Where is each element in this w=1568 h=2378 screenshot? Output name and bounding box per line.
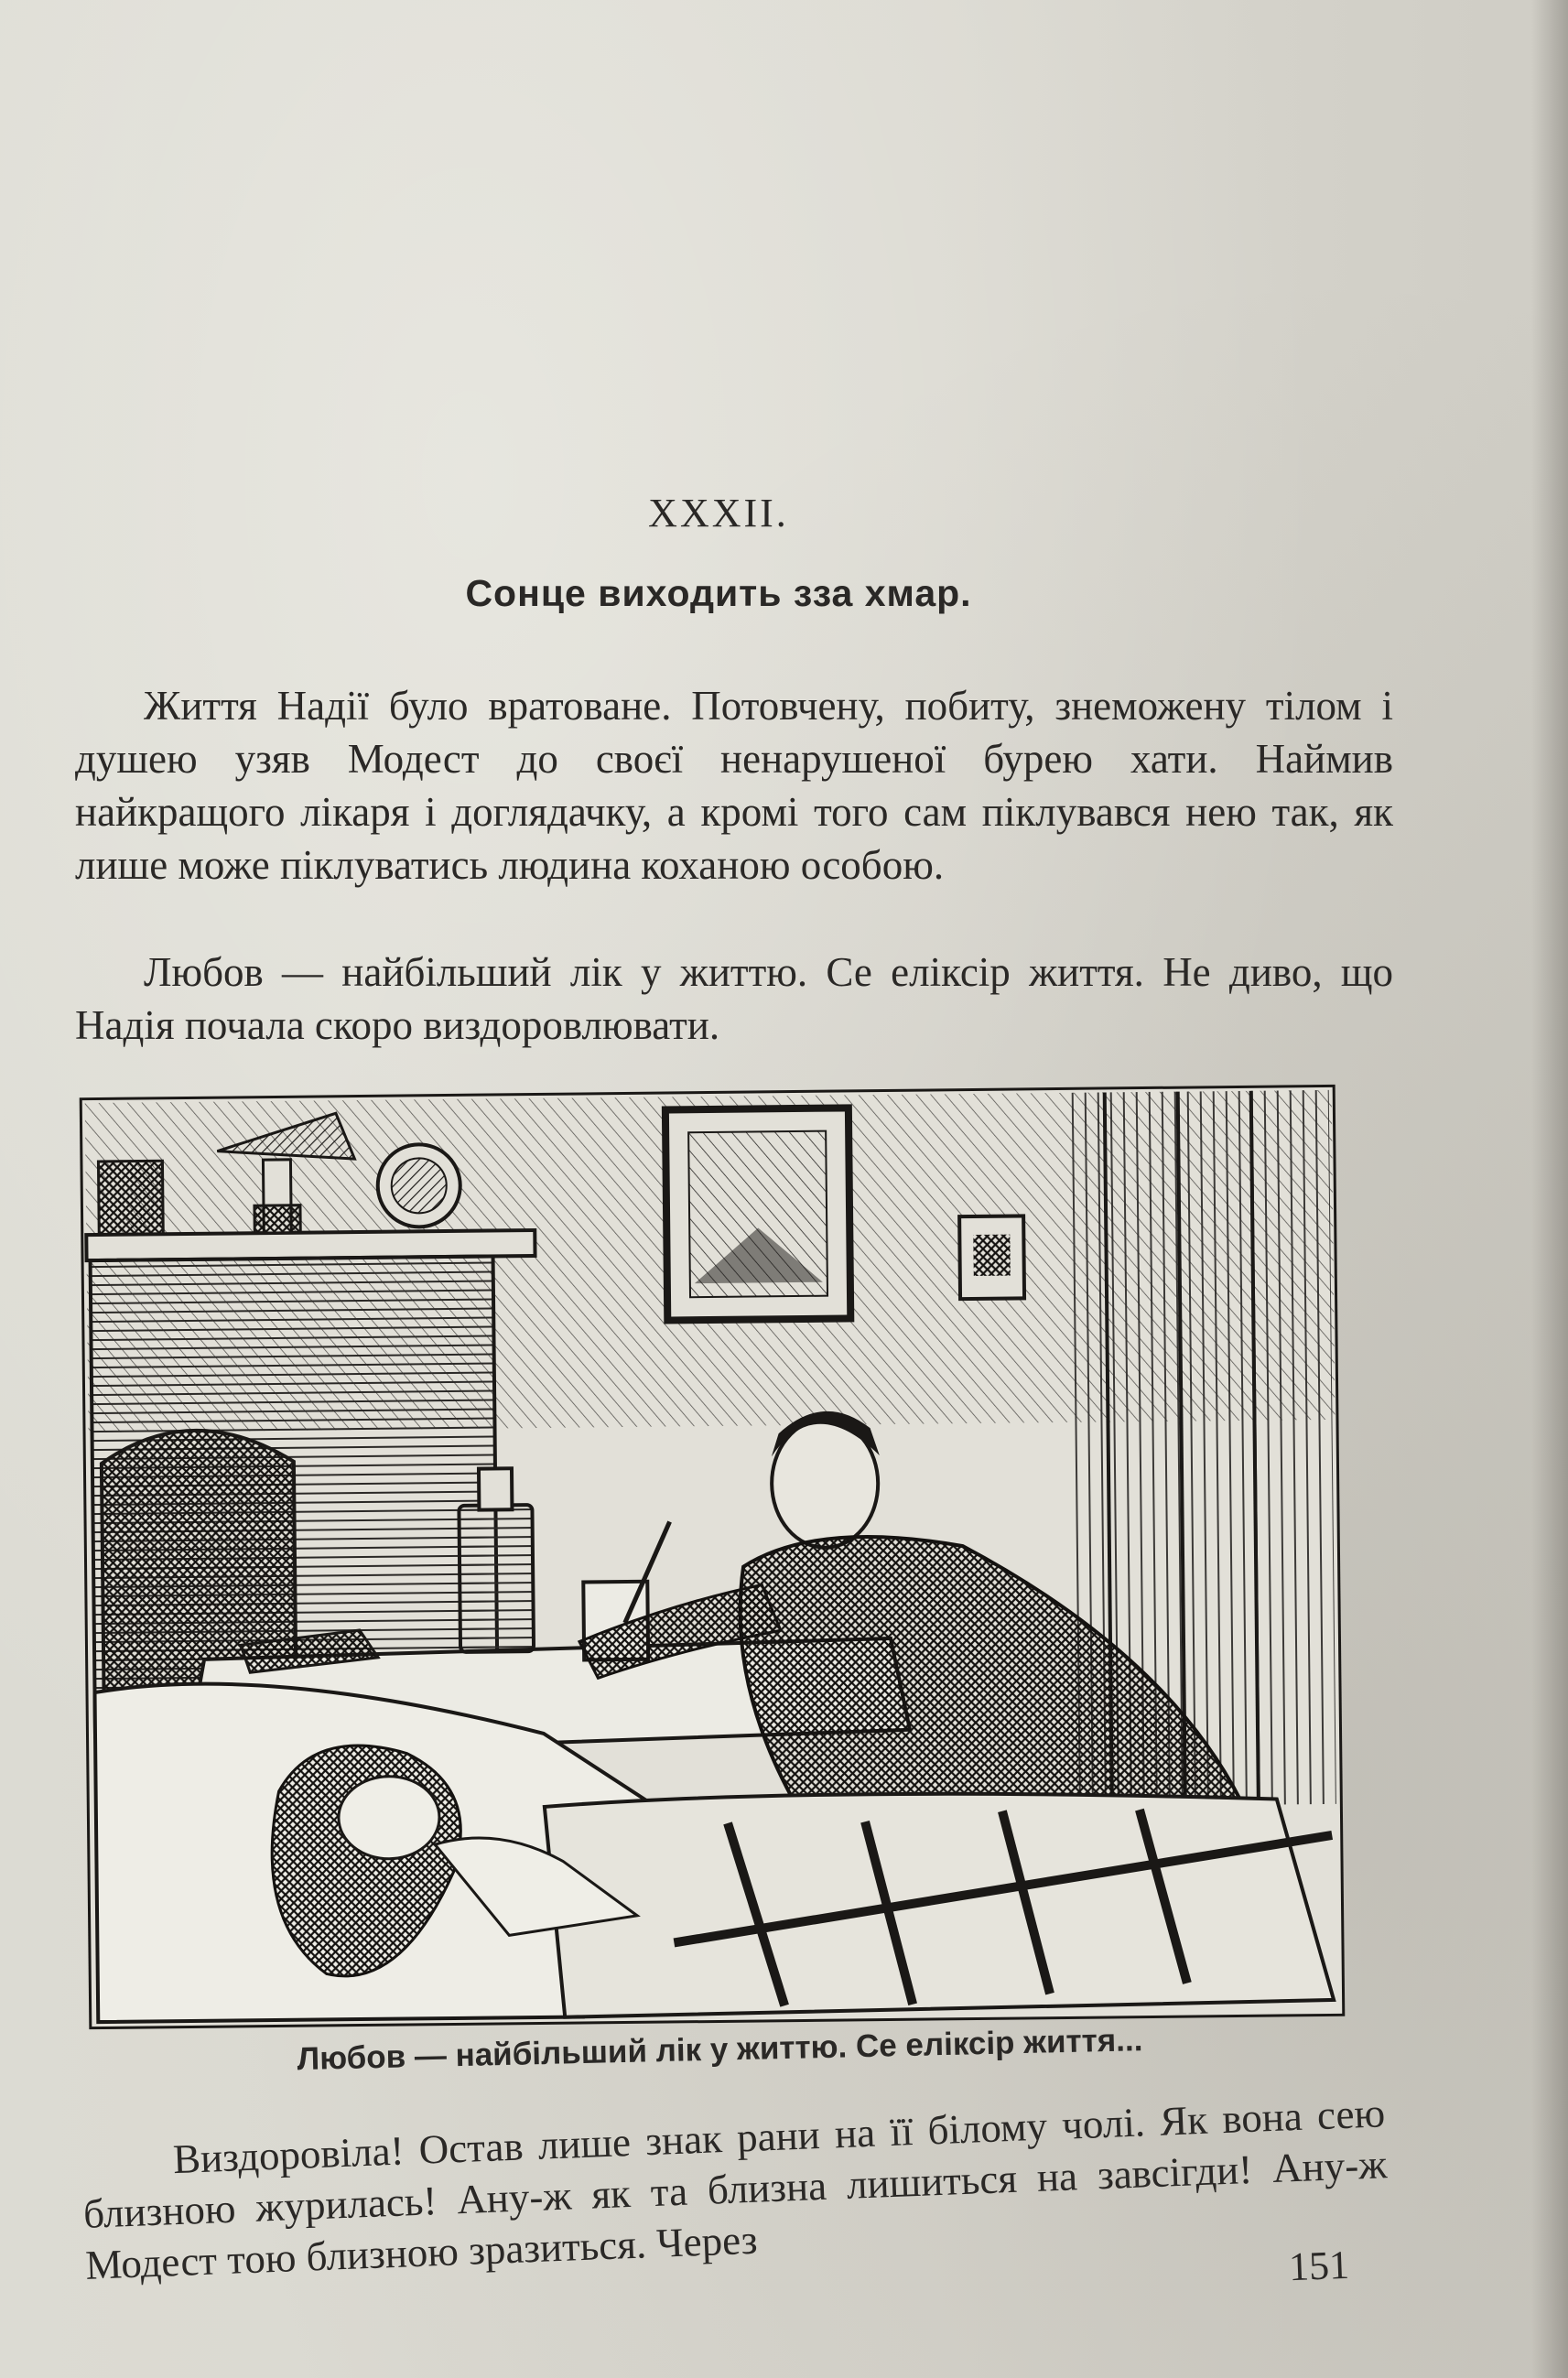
page-number: 151 xyxy=(1288,2242,1350,2290)
paragraph-2: Любов — найбільший лік у життю. Се еліксір життя. Не диво, що Надія почала скоро виздоровлювати. xyxy=(75,949,1393,1048)
paragraph-3: Виздоровіла! Остав лише знак рани на її білому чолі. Як вона сею близною журилась! Ану-ж як та близна лишиться на завсігди! Ану-ж Модест тою близною зразиться. Через xyxy=(82,2090,1389,2288)
paragraph-1: Життя Надії було вратоване. Потовчену, побиту, знеможену тілом і душею узяв Модест до своєї ненарушеної бурею хати. Наймив найкращого лікаря і доглядачку, а кромі того сам піклувався нею так, як лише може піклуватись людина коханою особою. xyxy=(75,683,1393,888)
illustration-caption: Любов — найбільший лік у життю. Се еліксір життя... xyxy=(297,2022,1143,2078)
chapter-number: XXXII. xyxy=(648,491,789,535)
illustration-drawing xyxy=(80,1085,1346,2029)
illustration xyxy=(80,1085,1346,2029)
chapter-title: Сонце виходить зза хмар. xyxy=(465,572,972,614)
